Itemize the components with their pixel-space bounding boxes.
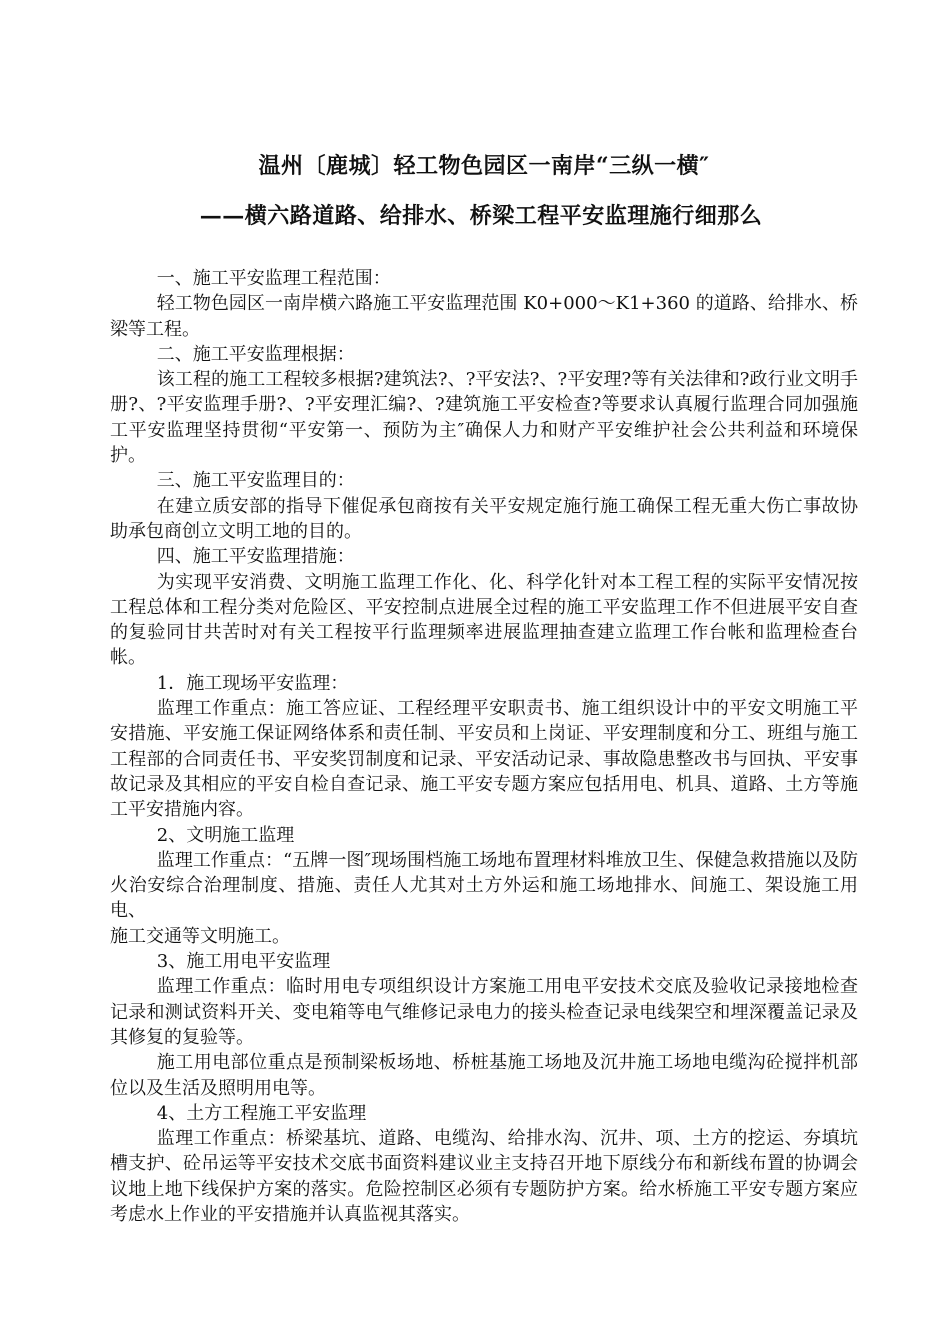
paragraph-18: 监理工作重点：桥梁基坑、道路、电缆沟、给排水沟、沉井、项、土方的挖运、夯填坑槽支护、砼吊运等平安技术交底书面资料建议业主支持召开地下原线分布和新线布置的协调会议地上地下线保护方案的落实。危险控制区必须有专题防护方案。给水桥施工平安专题方案应考虑水上作业的平安措施并认真监视其落实。 — [110, 1128, 858, 1225]
paragraph-13: 施工交通等文明施工。 — [110, 925, 290, 947]
paragraph-6: 在建立质安部的指导下催促承包商按有关平安规定施行施工确保工程无重大伤亡事故协助承包商创立文明工地的目的。 — [110, 495, 858, 542]
paragraph-3: 二、施工平安监理根据： — [156, 343, 355, 365]
paragraph-2: 轻工物色园区一南岸横六路施工平安监理范围 K0+000～K1+360 的道路、给排水、桥梁等工程。 — [110, 293, 858, 340]
paragraph-15: 监理工作重点：临时用电专项组织设计方案施工用电平安技术交底及验收记录接地检查记录和测试资料开关、变电箱等电气维修记录电力的接头检查记录电线架空和埋深覆盖记录及其修复的复验等。 — [110, 976, 858, 1048]
paragraph-8: 为实现平安消费、文明施工监理工作化、化、科学化针对本工程工程的实际平安情况按工程总体和工程分类对危险区、平安控制点进展全过程的施工平安监理工作不但进展平安自查的复验同甘共苦时对有关工程按平行监理频率进展监理抽查建立监理工作台帐和监理检查台帐。 — [110, 571, 858, 669]
paragraph-4: 该工程的施工工程较多根据?建筑法?、?平安法?、?平安理?等有关法律和?政行业文明手册?、?平安监理手册?、?平安理汇编?、?建筑施工平安检查?等要求认真履行监理合同加强施工平安监理坚持贯彻“平安第一、预防为主″确保人力和财产平安维护社会公共利益和环境保护。 — [110, 369, 858, 467]
paragraph-1: 一、施工平安监理工程范围： — [156, 268, 391, 289]
document-page — [110, 142, 858, 1227]
paragraph-5: 三、施工平安监理目的： — [156, 470, 355, 492]
paragraph-17: 4、土方工程施工平安监理 — [156, 1102, 367, 1124]
paragraph-12: 监理工作重点：“五牌一图″现场围档施工场地布置理材料堆放卫生、保健急救措施以及防火治安综合治理制度、措施、责任人尤其对土方外运和施工场地排水、间施工、架设施工用电、 — [110, 849, 858, 922]
paragraph-14: 3、施工用电平安监理 — [156, 951, 331, 973]
paragraph-16: 施工用电部位重点是预制梁板场地、桥桩基施工场地及沉井施工场地电缆沟砼搅拌机部位以及生活及照明用电等。 — [110, 1052, 858, 1099]
document-body — [110, 266, 858, 1227]
document-subtitle: ——横六路道路、给排水、桥梁工程平安监理施行细那么 — [199, 203, 763, 229]
paragraph-7: 四、施工平安监理措施： — [156, 546, 355, 568]
paragraph-9: 1．施工现场平安监理： — [156, 672, 349, 694]
paragraph-11: 2、文明施工监理 — [156, 824, 295, 846]
document-title: 温州〔鹿城〕轻工物色园区一南岸“三纵一横″ — [258, 153, 710, 179]
paragraph-10: 监理工作重点：施工答应证、工程经理平安职责书、施工组织设计中的平安文明施工平安措施、平安施工保证网络体系和责任制、平安员和上岗证、平安理制度和分工、班组与施工工程部的合同责任书、平安奖罚制度和记录、平安活动记录、事故隐患整改书与回执、平安事故记录及其相应的平安自检自查记录、施工平安专题方案应包括用电、机具、道路、土方等施工平安措施内容。 — [110, 698, 858, 821]
